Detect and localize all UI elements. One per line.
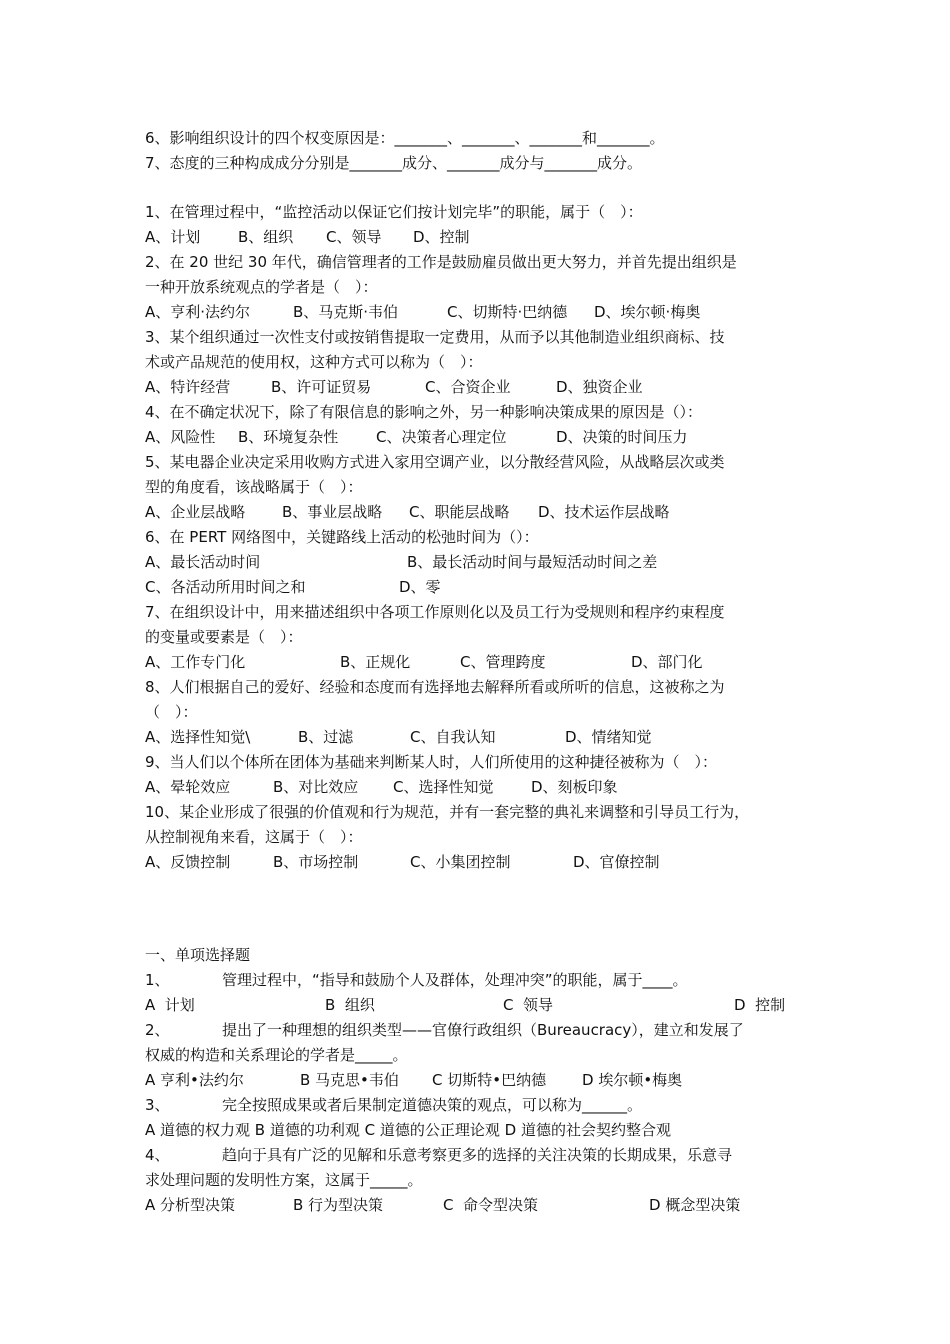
- option-a: A、风险性: [145, 428, 216, 446]
- option-b: B 马克思•韦伯: [300, 1071, 399, 1089]
- option-d: D、部门化: [631, 653, 703, 671]
- fill-in-question-6: 6、影响组织设计的四个权变原因是：_______、_______、_______和_______。: [145, 129, 665, 147]
- sc-question-4-cont: 求处理问题的发明性方案，这属于_____。: [145, 1171, 423, 1189]
- option-a: A 亨利•法约尔: [145, 1071, 244, 1089]
- mc-question-6: 6、在 PERT 网络图中，关键路线上活动的松弛时间为（）：: [145, 528, 539, 546]
- option-c: C、小集团控制: [410, 853, 511, 871]
- mc-question-3-cont: 术或产品规范的使用权，这种方式可以称为（ ）：: [145, 353, 483, 371]
- option-c: C、决策者心理定位: [376, 428, 507, 446]
- option-c: C 切斯特•巴纳德: [432, 1071, 547, 1089]
- option-b: B、组织: [238, 228, 294, 246]
- sc-question-3: 完全按照成果或者后果制定道德决策的观点，可以称为______。: [222, 1096, 643, 1114]
- option-d: D、独资企业: [556, 378, 643, 396]
- question-number: 3、: [145, 1096, 170, 1114]
- option-a: A 计划: [145, 996, 195, 1014]
- option-c: C、领导: [326, 228, 382, 246]
- option-b: B、最长活动时间与最短活动时间之差: [407, 553, 658, 571]
- option-b: B、许可证贸易: [271, 378, 372, 396]
- question-number: 4、: [145, 1146, 170, 1164]
- option-b: B、市场控制: [273, 853, 359, 871]
- option-d: D、控制: [413, 228, 470, 246]
- mc-question-10: 10、某企业形成了很强的价值观和行为规范，并有一套完整的典礼来调整和引导员工行为，: [145, 803, 750, 821]
- sc-question-2: 提出了一种理想的组织类型——官僚行政组织（Bureaucracy），建立和发展了: [222, 1021, 744, 1039]
- mc-question-7-cont: 的变量或要素是（ ）：: [145, 628, 303, 646]
- sc-question-2-cont: 权威的构造和关系理论的学者是_____。: [145, 1046, 408, 1064]
- option-d: D、刻板印象: [531, 778, 618, 796]
- option-d: D 埃尔顿•梅奥: [582, 1071, 683, 1089]
- option-b: B、过滤: [298, 728, 354, 746]
- option-c: C、各活动所用时间之和: [145, 578, 306, 596]
- option-d: D、零: [399, 578, 441, 596]
- option-d: D 概念型决策: [649, 1196, 741, 1214]
- mc-question-10-cont: 从控制视角来看，这属于（ ）：: [145, 828, 363, 846]
- mc-question-8-cont: （ ）：: [145, 703, 198, 721]
- mc-question-3: 3、某个组织通过一次性支付或按销售提取一定费用，从而予以其他制造业组织商标、技: [145, 328, 725, 346]
- option-b: B、对比效应: [273, 778, 359, 796]
- option-d: D、官僚控制: [573, 853, 660, 871]
- mc-question-8: 8、人们根据自己的爱好、经验和态度而有选择地去解释所看或所听的信息，这被称之为: [145, 678, 725, 696]
- mc-question-5-cont: 型的角度看，该战略属于（ ）：: [145, 478, 363, 496]
- option-a: A、企业层战略: [145, 503, 246, 521]
- option-a: A 分析型决策: [145, 1196, 236, 1214]
- option-a: A、最长活动时间: [145, 553, 261, 571]
- mc-question-2-cont: 一种开放系统观点的学者是（ ）：: [145, 278, 378, 296]
- option-a: A、亨利·法约尔: [145, 303, 251, 321]
- option-b: B、马克斯·韦伯: [293, 303, 399, 321]
- option-a: A、计划: [145, 228, 201, 246]
- option-b: B 组织: [325, 996, 375, 1014]
- option-c: C、选择性知觉: [393, 778, 494, 796]
- mc-question-1: 1、在管理过程中，“监控活动以保证它们按计划完毕”的职能，属于（ ）：: [145, 203, 643, 221]
- option-d: D、埃尔顿·梅奥: [594, 303, 701, 321]
- option-c: C、切斯特·巴纳德: [447, 303, 568, 321]
- option-c: C、管理跨度: [460, 653, 546, 671]
- fill-in-question-7: 7、态度的三种构成成分分别是_______成分、_______成分与_______成分。: [145, 154, 643, 172]
- section-heading: 一、单项选择题: [145, 946, 251, 964]
- option-c: C、合资企业: [425, 378, 511, 396]
- option-d: D、情绪知觉: [565, 728, 652, 746]
- sc-question-3-options: A 道德的权力观 B 道德的功利观 C 道德的公正理论观 D 道德的社会契约整合观: [145, 1121, 671, 1139]
- mc-question-4: 4、在不确定状况下，除了有限信息的影响之外，另一种影响决策成果的原因是（）：: [145, 403, 703, 421]
- option-c: C 命令型决策: [443, 1196, 539, 1214]
- question-number: 1、: [145, 971, 170, 989]
- question-number: 2、: [145, 1021, 170, 1039]
- option-b: B 行为型决策: [293, 1196, 384, 1214]
- option-b: B、环境复杂性: [238, 428, 339, 446]
- option-b: B、事业层战略: [282, 503, 383, 521]
- option-d: D、决策的时间压力: [556, 428, 688, 446]
- mc-question-5: 5、某电器企业决定采用收购方式进入家用空调产业，以分散经营风险，从战略层次或类: [145, 453, 725, 471]
- option-a: A、晕轮效应: [145, 778, 231, 796]
- option-c: C、职能层战略: [409, 503, 510, 521]
- mc-question-2: 2、在 20 世纪 30 年代，确信管理者的工作是鼓励雇员做出更大努力，并首先提出组织是: [145, 253, 737, 271]
- option-c: C 领导: [503, 996, 554, 1014]
- option-a: A、反馈控制: [145, 853, 231, 871]
- mc-question-7: 7、在组织设计中，用来描述组织中各项工作原则化以及员工行为受规则和程序约束程度: [145, 603, 725, 621]
- mc-question-9: 9、当人们以个体所在团体为基础来判断某人时，人们所使用的这种捷径被称为（ ）：: [145, 753, 718, 771]
- sc-question-4: 趋向于具有广泛的见解和乐意考察更多的选择的关注决策的长期成果，乐意寻: [222, 1146, 733, 1164]
- option-a: A、特许经营: [145, 378, 231, 396]
- option-a: A、工作专门化: [145, 653, 246, 671]
- option-a: A、选择性知觉\: [145, 728, 251, 746]
- option-b: B、正规化: [340, 653, 411, 671]
- option-d: D 控制: [734, 996, 786, 1014]
- sc-question-1: 管理过程中，“指导和鼓励个人及群体，处理冲突”的职能，属于____。: [222, 971, 688, 989]
- option-d: D、技术运作层战略: [538, 503, 670, 521]
- option-c: C、自我认知: [410, 728, 496, 746]
